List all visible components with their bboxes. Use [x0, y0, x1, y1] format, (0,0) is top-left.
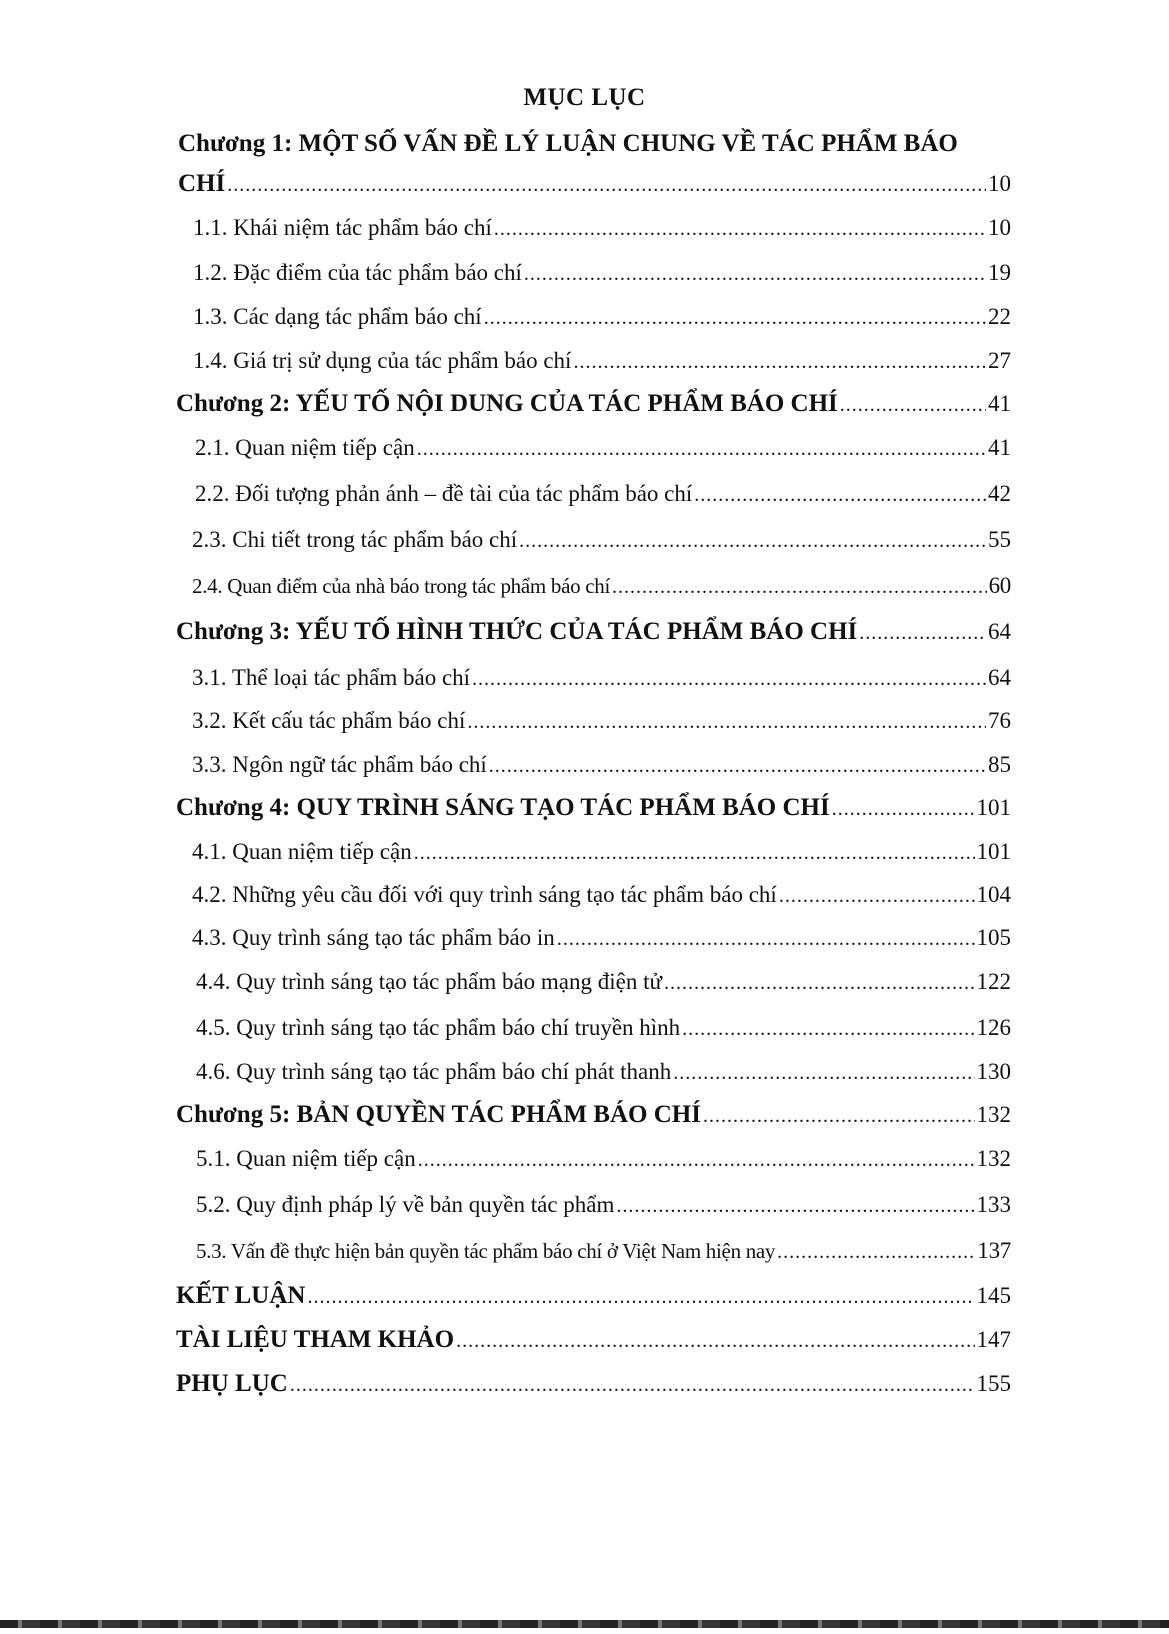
- toc-entry-section[interactable]: [192, 918, 1011, 958]
- toc-entry-page: 132: [976, 1146, 1011, 1171]
- toc-entry-label: 1.4. Giá trị sử dụng của tác phẩm báo chí: [193, 348, 572, 373]
- toc-entry-section[interactable]: [192, 875, 1011, 915]
- toc-entry-page: 41: [988, 435, 1011, 460]
- toc-entry-label: 3.3. Ngôn ngữ tác phẩm báo chí: [192, 752, 487, 777]
- dot-leader: [673, 1053, 974, 1093]
- scan-edge-bar: [0, 1620, 1169, 1628]
- toc-entry-page: 105: [976, 925, 1011, 950]
- toc-entry-section[interactable]: [192, 745, 1011, 785]
- toc-entry-label: 3.1. Thể loại tác phẩm báo chí: [192, 665, 471, 690]
- toc-entry-label: 1.2. Đặc điểm của tác phẩm báo chí: [193, 260, 522, 285]
- toc-entry-page: 101: [976, 839, 1011, 864]
- toc-entry-label: 2.1. Quan niệm tiếp cận: [195, 435, 415, 460]
- dot-leader: [616, 1186, 974, 1226]
- dot-leader: [682, 1009, 974, 1049]
- toc-entry-page: 122: [976, 969, 1011, 994]
- toc-entry-page: 60: [988, 573, 1011, 598]
- toc-entry-label: 4.2. Những yêu cầu đối với quy trình sáng tạo tác phẩm báo chí: [192, 882, 777, 907]
- dot-leader: [777, 1232, 975, 1272]
- toc-entry-chapter-3[interactable]: [176, 612, 1011, 652]
- toc-entry-label: Chương 5: BẢN QUYỀN TÁC PHẨM BÁO CHÍ: [176, 1101, 701, 1128]
- dot-leader: [290, 1365, 975, 1405]
- toc-entry-page: 19: [988, 260, 1011, 285]
- toc-entry-page: 27: [988, 348, 1011, 373]
- dot-leader: [779, 876, 975, 916]
- dot-leader: [519, 521, 986, 561]
- toc-entry-label: 1.3. Các dạng tác phẩm báo chí: [193, 304, 482, 329]
- dot-leader: [472, 659, 986, 699]
- toc-entry-label: 2.2. Đối tượng phản ánh – đề tài của tác phẩm báo chí: [195, 481, 693, 506]
- dot-leader: [703, 1096, 975, 1136]
- dot-leader: [484, 298, 986, 338]
- toc-entry-label: Chương 4: QUY TRÌNH SÁNG TẠO TÁC PHẨM BÁO CHÍ: [176, 794, 830, 821]
- toc-entry-page: 145: [976, 1283, 1011, 1308]
- toc-entry-label: PHỤ LỤC: [176, 1370, 288, 1397]
- toc-entry-appendix[interactable]: [176, 1364, 1011, 1404]
- dot-leader: [414, 833, 975, 873]
- toc-entry-section[interactable]: [196, 1139, 1011, 1179]
- toc-entry-section[interactable]: [195, 474, 1011, 514]
- toc-entry-label: 1.1. Khái niệm tác phẩm báo chí: [193, 215, 492, 240]
- toc-entry-section[interactable]: [196, 1185, 1011, 1225]
- toc-entry-section[interactable]: [192, 658, 1011, 698]
- toc-entry-section[interactable]: [196, 1052, 1011, 1092]
- toc-entry-chapter-5[interactable]: [176, 1095, 1011, 1135]
- toc-entry-page: 76: [988, 708, 1011, 733]
- toc-entry-section[interactable]: [196, 962, 1011, 1002]
- toc-entry-label: 5.2. Quy định pháp lý về bản quyền tác phẩm: [196, 1192, 615, 1217]
- toc-entry-chapter-2[interactable]: [176, 384, 1011, 424]
- toc-entry-page: 133: [976, 1192, 1011, 1217]
- toc-entry-page: 85: [988, 752, 1011, 777]
- dot-leader: [494, 209, 986, 249]
- toc-entry-conclusion[interactable]: [176, 1276, 1011, 1316]
- toc-entry-section[interactable]: [193, 253, 1011, 293]
- dot-leader: [664, 963, 975, 1003]
- dot-leader: [418, 1140, 975, 1180]
- dot-leader: [227, 165, 986, 205]
- toc-entry-page: 55: [988, 527, 1011, 552]
- page-title: MỤC LỤC: [523, 84, 646, 111]
- toc-entry-label: 2.4. Quan điểm của nhà báo trong tác phẩm báo chí: [192, 574, 610, 598]
- toc-entry-label: Chương 2: YẾU TỐ NỘI DUNG CỦA TÁC PHẨM BÁO CHÍ: [176, 390, 838, 417]
- dot-leader: [840, 385, 986, 425]
- toc-entry-label: 4.1. Quan niệm tiếp cận: [192, 839, 412, 864]
- toc-entry-page: 41: [988, 391, 1011, 416]
- toc-entry-page: 126: [976, 1015, 1011, 1040]
- toc-entry-page: 132: [976, 1102, 1011, 1127]
- toc-entry-section[interactable]: [192, 566, 1011, 606]
- toc-entry-label: 2.3. Chi tiết trong tác phẩm báo chí: [192, 527, 518, 552]
- toc-entry-label: 4.5. Quy trình sáng tạo tác phẩm báo chí truyền hình: [196, 1015, 681, 1040]
- toc-entry-page: 42: [988, 481, 1011, 506]
- toc-entry-references[interactable]: [176, 1320, 1011, 1360]
- toc-entry-label: KẾT LUẬN: [176, 1282, 306, 1309]
- toc-entry-page: 137: [977, 1238, 1011, 1263]
- toc-entry-page: 130: [976, 1059, 1011, 1084]
- toc-entry-page: 64: [988, 665, 1011, 690]
- dot-leader: [694, 475, 986, 515]
- dot-leader: [489, 746, 986, 786]
- dot-leader: [524, 254, 986, 294]
- toc-entry-section[interactable]: [196, 1231, 1011, 1271]
- dot-leader: [557, 919, 975, 959]
- dot-leader: [573, 342, 986, 382]
- toc-entry-section[interactable]: [193, 297, 1011, 337]
- toc-entry-section[interactable]: [192, 832, 1011, 872]
- toc-entry-page: 155: [976, 1371, 1011, 1396]
- toc-entry-section[interactable]: [196, 1008, 1011, 1048]
- toc-entry-label: 4.3. Quy trình sáng tạo tác phẩm báo in: [192, 925, 555, 950]
- toc-entry-chapter-1[interactable]: [178, 164, 1011, 204]
- dot-leader: [307, 1277, 974, 1317]
- dot-leader: [859, 613, 986, 653]
- toc-entry-label: 4.4. Quy trình sáng tạo tác phẩm báo mạng điện tử: [196, 969, 662, 994]
- dot-leader: [467, 702, 986, 742]
- toc-entry-chapter-4[interactable]: [176, 788, 1011, 828]
- toc-entry-section[interactable]: [193, 341, 1011, 381]
- chapter-1-title: Chương 1: MỘT SỐ VẤN ĐỀ LÝ LUẬN CHUNG VỀ TÁC PHẨM BÁO: [178, 130, 958, 157]
- toc-entry-label: CHÍ: [178, 170, 226, 197]
- toc-entry-label: 5.3. Vấn đề thực hiện bản quyền tác phẩm báo chí ở Việt Nam hiện nay: [196, 1239, 776, 1263]
- toc-entry-label: 4.6. Quy trình sáng tạo tác phẩm báo chí phát thanh: [196, 1059, 672, 1084]
- toc-entry-section[interactable]: [192, 520, 1011, 560]
- toc-entry-label: Chương 3: YẾU TỐ HÌNH THỨC CỦA TÁC PHẨM BÁO CHÍ: [176, 618, 858, 645]
- toc-entry-page: 22: [988, 304, 1011, 329]
- toc-entry-section[interactable]: [193, 208, 1011, 248]
- toc-entry-section[interactable]: [195, 428, 1011, 468]
- dot-leader: [417, 429, 986, 469]
- toc-entry-label: TÀI LIỆU THAM KHẢO: [176, 1326, 455, 1353]
- dot-leader: [612, 567, 987, 607]
- toc-entry-page: 101: [976, 795, 1011, 820]
- toc-entry-label: 3.2. Kết cấu tác phẩm báo chí: [192, 708, 466, 733]
- dot-leader: [832, 789, 975, 829]
- toc-entry-page: 104: [976, 882, 1011, 907]
- toc-entry-label: 5.1. Quan niệm tiếp cận: [196, 1146, 416, 1171]
- toc-entry-page: 10: [988, 171, 1011, 196]
- dot-leader: [456, 1321, 974, 1361]
- toc-entry-page: 10: [988, 215, 1011, 240]
- toc-entry-page: 147: [976, 1327, 1011, 1352]
- toc-entry-page: 64: [988, 619, 1011, 644]
- toc-entry-section[interactable]: [192, 701, 1011, 741]
